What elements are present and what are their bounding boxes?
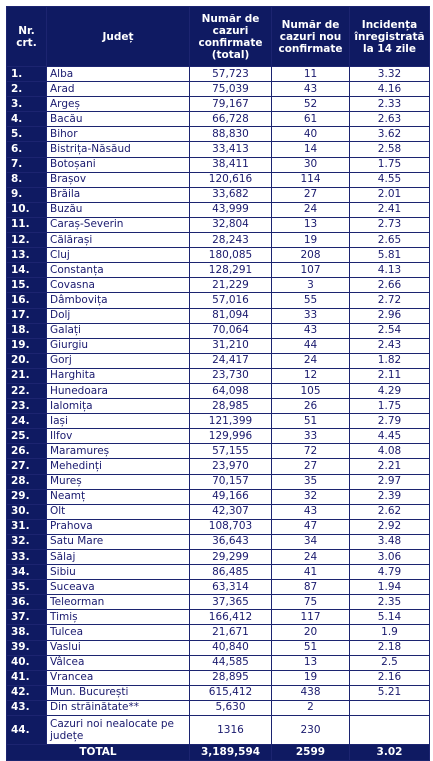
total-cases: 120,616: [190, 172, 272, 187]
table-row: [7, 112, 430, 127]
table-row: [7, 610, 430, 625]
incidence-rate: 2.72: [350, 293, 430, 308]
row-number: 39.: [7, 640, 47, 655]
total-cases: 36,643: [190, 534, 272, 549]
new-cases: 13: [272, 217, 350, 232]
row-number: 24.: [7, 414, 47, 429]
total-cases: 121,399: [190, 414, 272, 429]
incidence-rate: 2.54: [350, 323, 430, 338]
row-number: 40.: [7, 655, 47, 670]
table-row: [7, 248, 430, 263]
table-row: [7, 399, 430, 414]
table-row: [7, 142, 430, 157]
row-number: 21.: [7, 368, 47, 383]
total-cases: 28,895: [190, 670, 272, 685]
total-cases: 49,166: [190, 489, 272, 504]
county-name: Prahova: [47, 519, 190, 534]
county-name: Sibiu: [47, 565, 190, 580]
row-number: 5.: [7, 127, 47, 142]
county-name: Suceava: [47, 580, 190, 595]
incidence-rate: 4.79: [350, 565, 430, 580]
county-name: Brăila: [47, 187, 190, 202]
total-cases: 64,098: [190, 383, 272, 398]
total-cases: 21,671: [190, 625, 272, 640]
new-cases: 61: [272, 112, 350, 127]
new-cases: 33: [272, 308, 350, 323]
total-cases: 166,412: [190, 610, 272, 625]
incidence-rate: 1.75: [350, 399, 430, 414]
row-number: 32.: [7, 534, 47, 549]
table-row: [7, 595, 430, 610]
incidence-rate: 4.13: [350, 263, 430, 278]
table-row: [7, 716, 430, 745]
total-cases: 37,365: [190, 595, 272, 610]
new-cases: 19: [272, 233, 350, 248]
county-name: Cazuri noi nealocate pe județe: [47, 716, 190, 745]
table-header-row: [7, 7, 430, 67]
table-row: [7, 217, 430, 232]
new-cases: 51: [272, 640, 350, 655]
row-number: 17.: [7, 308, 47, 323]
table-row: [7, 263, 430, 278]
incidence-rate: 1.82: [350, 353, 430, 368]
incidence-rate: 2.92: [350, 519, 430, 534]
total-cases: 180,085: [190, 248, 272, 263]
incidence-rate: 3.32: [350, 67, 430, 82]
incidence-rate: 1.75: [350, 157, 430, 172]
table-body: [7, 67, 430, 745]
table-row: [7, 414, 430, 429]
table-row: [7, 82, 430, 97]
new-cases: 40: [272, 127, 350, 142]
row-number: 13.: [7, 248, 47, 263]
total-cases: 57,723: [190, 67, 272, 82]
county-name: Covasna: [47, 278, 190, 293]
incidence-rate: 2.5: [350, 655, 430, 670]
row-number: 28.: [7, 474, 47, 489]
row-number: 27.: [7, 459, 47, 474]
row-number: 18.: [7, 323, 47, 338]
total-incidence: 3.02: [350, 745, 430, 761]
total-cases: 1316: [190, 716, 272, 745]
county-name: Constanța: [47, 263, 190, 278]
incidence-rate: 2.11: [350, 368, 430, 383]
county-name: Olt: [47, 504, 190, 519]
new-cases: 14: [272, 142, 350, 157]
table-row: [7, 700, 430, 715]
incidence-rate: 3.48: [350, 534, 430, 549]
row-number: 1.: [7, 67, 47, 82]
header-noi: Număr de cazuri nou confirmate: [272, 7, 350, 67]
incidence-rate: 2.73: [350, 217, 430, 232]
new-cases: 72: [272, 444, 350, 459]
incidence-rate: 5.81: [350, 248, 430, 263]
total-cases: 23,730: [190, 368, 272, 383]
table-row: [7, 157, 430, 172]
table-row: [7, 444, 430, 459]
county-name: Bistrița-Năsăud: [47, 142, 190, 157]
new-cases: 33: [272, 429, 350, 444]
new-cases: 117: [272, 610, 350, 625]
row-number: 44.: [7, 716, 47, 745]
header-nr: Nr. crt.: [7, 7, 47, 67]
table-row: [7, 534, 430, 549]
incidence-rate: 4.08: [350, 444, 430, 459]
county-name: Galați: [47, 323, 190, 338]
table-row: [7, 550, 430, 565]
new-cases: 24: [272, 202, 350, 217]
total-cases: 57,016: [190, 293, 272, 308]
incidence-rate: 2.66: [350, 278, 430, 293]
row-number: 12.: [7, 233, 47, 248]
new-cases: 438: [272, 685, 350, 700]
incidence-rate: 2.43: [350, 338, 430, 353]
county-name: Harghita: [47, 368, 190, 383]
county-name: Mun. București: [47, 685, 190, 700]
incidence-rate: 2.96: [350, 308, 430, 323]
county-name: Tulcea: [47, 625, 190, 640]
county-name: Teleorman: [47, 595, 190, 610]
county-name: Caraș-Severin: [47, 217, 190, 232]
row-number: 26.: [7, 444, 47, 459]
row-number: 42.: [7, 685, 47, 700]
county-name: Vrancea: [47, 670, 190, 685]
table-row: [7, 625, 430, 640]
covid-county-table: [6, 6, 430, 761]
total-cases: 129,996: [190, 429, 272, 444]
county-name: Vaslui: [47, 640, 190, 655]
row-number: 3.: [7, 97, 47, 112]
incidence-rate: 2.01: [350, 187, 430, 202]
total-cases: 31,210: [190, 338, 272, 353]
row-number: 25.: [7, 429, 47, 444]
incidence-rate: 2.65: [350, 233, 430, 248]
new-cases: 41: [272, 565, 350, 580]
header-total: Număr de cazuri confirmate (total): [190, 7, 272, 67]
incidence-rate: 2.39: [350, 489, 430, 504]
total-label: TOTAL: [7, 745, 190, 761]
new-cases: 2: [272, 700, 350, 715]
row-number: 36.: [7, 595, 47, 610]
incidence-rate: 4.16: [350, 82, 430, 97]
row-number: 16.: [7, 293, 47, 308]
table-row: [7, 519, 430, 534]
table-row: [7, 338, 430, 353]
row-number: 38.: [7, 625, 47, 640]
table-row: [7, 429, 430, 444]
incidence-rate: 2.16: [350, 670, 430, 685]
county-name: Dolj: [47, 308, 190, 323]
incidence-rate: 4.55: [350, 172, 430, 187]
row-number: 8.: [7, 172, 47, 187]
total-cases: 108,703: [190, 519, 272, 534]
table-row: [7, 172, 430, 187]
incidence-rate: [350, 716, 430, 745]
new-cases: 44: [272, 338, 350, 353]
new-cases: 43: [272, 82, 350, 97]
county-name: Călărași: [47, 233, 190, 248]
new-cases: 43: [272, 504, 350, 519]
total-cases: 128,291: [190, 263, 272, 278]
incidence-rate: 4.45: [350, 429, 430, 444]
new-cases: 52: [272, 97, 350, 112]
incidence-rate: 2.62: [350, 504, 430, 519]
row-number: 23.: [7, 399, 47, 414]
total-cases: 86,485: [190, 565, 272, 580]
row-number: 14.: [7, 263, 47, 278]
county-name: Maramureș: [47, 444, 190, 459]
table-row: [7, 489, 430, 504]
incidence-rate: 1.94: [350, 580, 430, 595]
row-number: 4.: [7, 112, 47, 127]
county-name: Ialomița: [47, 399, 190, 414]
row-number: 20.: [7, 353, 47, 368]
total-cases: 75,039: [190, 82, 272, 97]
county-name: Din străinătate**: [47, 700, 190, 715]
table-row: [7, 233, 430, 248]
county-name: Brașov: [47, 172, 190, 187]
new-cases: 30: [272, 157, 350, 172]
table-row: [7, 353, 430, 368]
county-name: Hunedoara: [47, 383, 190, 398]
county-name: Vâlcea: [47, 655, 190, 670]
incidence-rate: 2.21: [350, 459, 430, 474]
row-number: 33.: [7, 550, 47, 565]
total-cases: 42,307: [190, 504, 272, 519]
incidence-rate: 2.41: [350, 202, 430, 217]
total-cases: 33,413: [190, 142, 272, 157]
county-name: Mehedinți: [47, 459, 190, 474]
row-number: 29.: [7, 489, 47, 504]
new-cases: 87: [272, 580, 350, 595]
row-number: 30.: [7, 504, 47, 519]
table-row: [7, 565, 430, 580]
total-cases: 66,728: [190, 112, 272, 127]
county-name: Satu Mare: [47, 534, 190, 549]
total-cases: 43,999: [190, 202, 272, 217]
new-cases: 27: [272, 459, 350, 474]
county-name: Cluj: [47, 248, 190, 263]
table-row: [7, 383, 430, 398]
table-row: [7, 323, 430, 338]
county-name: Giurgiu: [47, 338, 190, 353]
new-cases: 20: [272, 625, 350, 640]
total-cases: 28,985: [190, 399, 272, 414]
new-cases: 27: [272, 187, 350, 202]
row-number: 6.: [7, 142, 47, 157]
new-cases: 208: [272, 248, 350, 263]
table-row: [7, 640, 430, 655]
table-row: [7, 459, 430, 474]
row-number: 9.: [7, 187, 47, 202]
table-row: [7, 278, 430, 293]
new-cases: 114: [272, 172, 350, 187]
total-new-cases: 2599: [272, 745, 350, 761]
incidence-rate: 2.35: [350, 595, 430, 610]
county-name: Mureș: [47, 474, 190, 489]
total-cases: 81,094: [190, 308, 272, 323]
new-cases: 35: [272, 474, 350, 489]
table-row: [7, 368, 430, 383]
row-number: 10.: [7, 202, 47, 217]
county-name: Botoșani: [47, 157, 190, 172]
county-name: Argeș: [47, 97, 190, 112]
new-cases: 24: [272, 550, 350, 565]
new-cases: 47: [272, 519, 350, 534]
new-cases: 3: [272, 278, 350, 293]
county-name: Iași: [47, 414, 190, 429]
header-incidenta: Incidența înregistrată la 14 zile: [350, 7, 430, 67]
row-number: 19.: [7, 338, 47, 353]
incidence-rate: 4.29: [350, 383, 430, 398]
total-cases: 63,314: [190, 580, 272, 595]
new-cases: 13: [272, 655, 350, 670]
total-cases: 38,411: [190, 157, 272, 172]
table-row: [7, 293, 430, 308]
row-number: 35.: [7, 580, 47, 595]
new-cases: 32: [272, 489, 350, 504]
row-number: 43.: [7, 700, 47, 715]
row-number: 22.: [7, 383, 47, 398]
table-row: [7, 187, 430, 202]
incidence-rate: 2.79: [350, 414, 430, 429]
total-cases: 21,229: [190, 278, 272, 293]
table-row: [7, 504, 430, 519]
new-cases: 230: [272, 716, 350, 745]
county-name: Ilfov: [47, 429, 190, 444]
new-cases: 105: [272, 383, 350, 398]
new-cases: 34: [272, 534, 350, 549]
row-number: 7.: [7, 157, 47, 172]
total-cases: 40,840: [190, 640, 272, 655]
row-number: 31.: [7, 519, 47, 534]
total-cases: 33,682: [190, 187, 272, 202]
new-cases: 24: [272, 353, 350, 368]
covid-county-table-container: [6, 6, 430, 761]
table-row: [7, 580, 430, 595]
row-number: 15.: [7, 278, 47, 293]
incidence-rate: 3.06: [350, 550, 430, 565]
incidence-rate: 3.62: [350, 127, 430, 142]
total-row: [7, 745, 430, 761]
new-cases: 19: [272, 670, 350, 685]
new-cases: 75: [272, 595, 350, 610]
new-cases: 26: [272, 399, 350, 414]
table-row: [7, 202, 430, 217]
county-name: Bihor: [47, 127, 190, 142]
header-judet: Județ: [47, 7, 190, 67]
table-row: [7, 474, 430, 489]
incidence-rate: 2.58: [350, 142, 430, 157]
total-cases: 57,155: [190, 444, 272, 459]
county-name: Buzău: [47, 202, 190, 217]
county-name: Dâmbovița: [47, 293, 190, 308]
new-cases: 43: [272, 323, 350, 338]
total-cases: 88,830: [190, 127, 272, 142]
total-cases: 3,189,594: [190, 745, 272, 761]
total-cases: 70,064: [190, 323, 272, 338]
new-cases: 55: [272, 293, 350, 308]
total-cases: 615,412: [190, 685, 272, 700]
incidence-rate: 2.33: [350, 97, 430, 112]
total-cases: 24,417: [190, 353, 272, 368]
table-row: [7, 67, 430, 82]
county-name: Neamț: [47, 489, 190, 504]
county-name: Timiș: [47, 610, 190, 625]
new-cases: 12: [272, 368, 350, 383]
total-cases: 29,299: [190, 550, 272, 565]
table-row: [7, 685, 430, 700]
new-cases: 107: [272, 263, 350, 278]
table-row: [7, 308, 430, 323]
incidence-rate: 5.21: [350, 685, 430, 700]
new-cases: 11: [272, 67, 350, 82]
total-cases: 79,167: [190, 97, 272, 112]
total-cases: 5,630: [190, 700, 272, 715]
row-number: 37.: [7, 610, 47, 625]
total-cases: 32,804: [190, 217, 272, 232]
table-row: [7, 127, 430, 142]
incidence-rate: [350, 700, 430, 715]
table-row: [7, 655, 430, 670]
row-number: 34.: [7, 565, 47, 580]
incidence-rate: 1.9: [350, 625, 430, 640]
row-number: 11.: [7, 217, 47, 232]
incidence-rate: 5.14: [350, 610, 430, 625]
county-name: Arad: [47, 82, 190, 97]
row-number: 41.: [7, 670, 47, 685]
table-row: [7, 97, 430, 112]
table-row: [7, 670, 430, 685]
new-cases: 51: [272, 414, 350, 429]
total-cases: 23,970: [190, 459, 272, 474]
incidence-rate: 2.63: [350, 112, 430, 127]
total-cases: 44,585: [190, 655, 272, 670]
incidence-rate: 2.18: [350, 640, 430, 655]
county-name: Sălaj: [47, 550, 190, 565]
county-name: Alba: [47, 67, 190, 82]
total-cases: 28,243: [190, 233, 272, 248]
row-number: 2.: [7, 82, 47, 97]
county-name: Bacău: [47, 112, 190, 127]
total-cases: 70,157: [190, 474, 272, 489]
county-name: Gorj: [47, 353, 190, 368]
incidence-rate: 2.97: [350, 474, 430, 489]
